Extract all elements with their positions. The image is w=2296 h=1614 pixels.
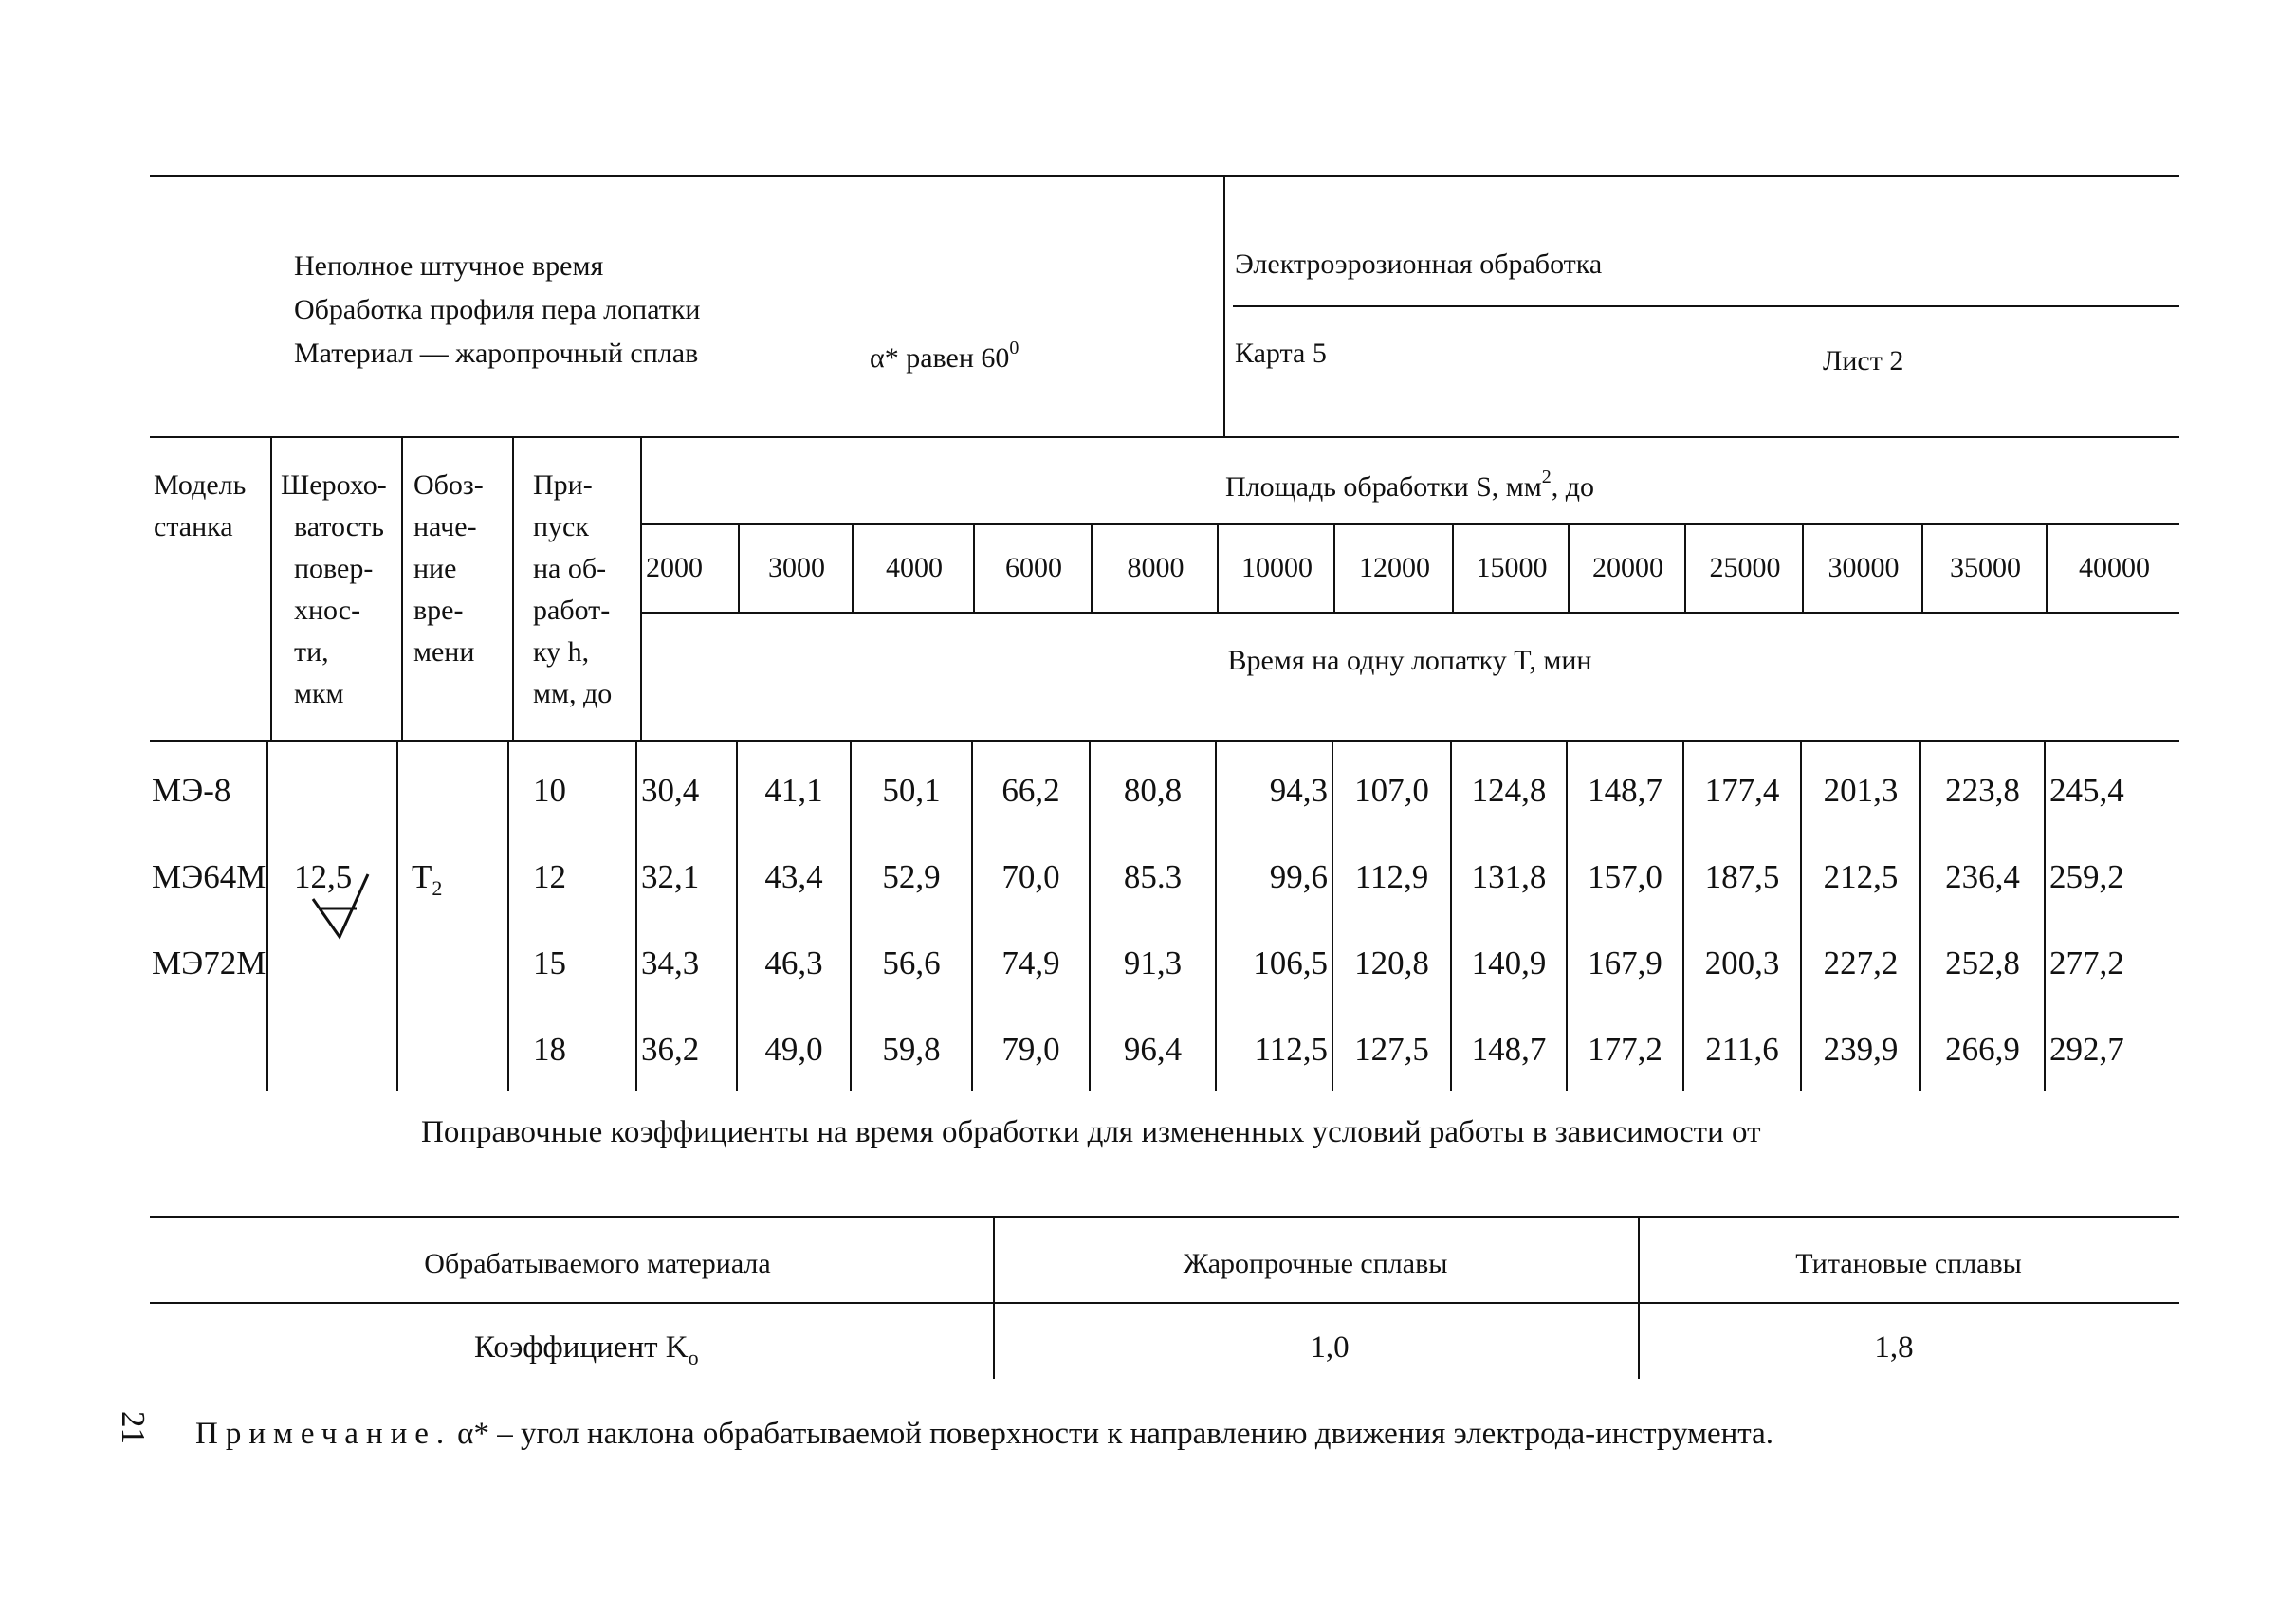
time-cell: 91,3 — [1123, 945, 1183, 981]
time-cell: 266,9 — [1945, 1031, 2020, 1068]
area-col-header: 8000 — [1127, 552, 1185, 583]
time-cell: 259,2 — [2049, 858, 2124, 895]
allowance-value: 18 — [533, 1031, 566, 1068]
time-cell: 239,9 — [1823, 1031, 1899, 1068]
area-col-header: 15000 — [1476, 552, 1548, 583]
time-cell: 211,6 — [1705, 1031, 1779, 1068]
time-cell: 167,9 — [1588, 945, 1662, 981]
time-cell: 227,2 — [1823, 945, 1899, 981]
sheet-number: Лист 2 — [1823, 345, 1904, 376]
col-header-designation: Обоз- наче- ние вре- мени — [413, 469, 484, 668]
note — [195, 1417, 1773, 1452]
allowance-value: 10 — [533, 772, 566, 809]
area-col-header: 2000 — [646, 552, 703, 583]
area-col-header: 35000 — [1950, 552, 2021, 583]
time-cell: 148,7 — [1588, 772, 1662, 809]
time-cell: 79,0 — [1001, 1031, 1060, 1068]
time-cell: 96,4 — [1123, 1031, 1183, 1068]
col-header-roughness: Шерохо- ватость повер- хнос- ти, мкм — [281, 469, 387, 709]
area-col-header: 25000 — [1709, 552, 1781, 583]
time-cell: 127,5 — [1354, 1031, 1429, 1068]
time-cell: 107,0 — [1354, 772, 1429, 809]
time-cell: 124,8 — [1471, 772, 1547, 809]
time-cell: 277,2 — [2049, 945, 2124, 981]
designation-value: $T_2$ — [412, 858, 443, 900]
time-cell: 140,9 — [1471, 945, 1547, 981]
time-cell: 85.3 — [1123, 858, 1183, 895]
time-cell: 148,7 — [1471, 1031, 1547, 1068]
time-cell: 56,6 — [882, 945, 941, 981]
area-col-header: 40000 — [2079, 552, 2150, 583]
time-cell: 36,2 — [641, 1031, 700, 1068]
correction-title: Поправочные коэффициенты на время обработки для измененных условий работы в зависимости от — [421, 1115, 1761, 1149]
col-header-model: Модель станка — [154, 469, 247, 542]
time-cell: 223,8 — [1945, 772, 2020, 809]
area-col-header: 10000 — [1241, 552, 1313, 583]
area-col-header: 30000 — [1828, 552, 1900, 583]
time-cell: 252,8 — [1945, 945, 2020, 981]
area-col-header: 3000 — [768, 552, 825, 583]
header-line-3: Материал — жаропрочный сплав — [294, 338, 699, 369]
time-cell: 201,3 — [1823, 772, 1899, 809]
time-cell: 131,8 — [1471, 858, 1547, 895]
time-cell: 59,8 — [882, 1031, 941, 1068]
correction-value-heat-resistant: 1,0 — [1310, 1330, 1350, 1365]
col-header-allowance: При- пуск на об- работ- ку h, мм, до — [533, 469, 613, 709]
time-cell: 50,1 — [882, 772, 941, 809]
allowance-value: 12 — [533, 858, 566, 895]
time-cell: 120,8 — [1354, 945, 1429, 981]
time-cell: 70,0 — [1001, 858, 1060, 895]
time-cell: 49,0 — [764, 1031, 823, 1068]
time-cell: 112,5 — [1254, 1031, 1328, 1068]
time-cell: 66,2 — [1001, 772, 1060, 809]
time-cell: 157,0 — [1588, 858, 1662, 895]
model-1: МЭ-8 — [152, 772, 231, 809]
time-cell: 94,3 — [1269, 772, 1328, 809]
time-cell: 245,4 — [2049, 772, 2124, 809]
allowance-value: 15 — [533, 945, 566, 981]
time-header: Время на одну лопатку T, мин — [1227, 645, 1592, 676]
note-text: α* – угол наклона обрабатываемой поверхности к направлению движения электрода-инструмента. — [457, 1417, 1773, 1451]
correction-row-label: Коэффициент $K_о$ — [474, 1330, 699, 1369]
time-cell: 52,9 — [882, 858, 941, 895]
correction-header-titanium: Титановые сплавы — [1795, 1248, 2022, 1279]
time-cell: 34,3 — [641, 945, 700, 981]
card-number: Карта 5 — [1235, 338, 1327, 369]
time-cell: 106,5 — [1253, 945, 1328, 981]
area-col-header: 20000 — [1592, 552, 1663, 583]
time-cell: 41,1 — [764, 772, 823, 809]
model-3: МЭ72М — [152, 945, 266, 981]
correction-header-heat-resistant: Жаропрочные сплавы — [1183, 1248, 1448, 1279]
model-2: МЭ64М — [152, 858, 266, 895]
time-cell: 177,4 — [1704, 772, 1780, 809]
note-label: Примечание. — [195, 1417, 452, 1451]
header-line-1: Неполное штучное время — [294, 250, 604, 282]
area-col-header: 12000 — [1359, 552, 1430, 583]
time-cell: 74,9 — [1001, 945, 1060, 981]
time-cell: 177,2 — [1588, 1031, 1662, 1068]
area-col-header: 4000 — [886, 552, 943, 583]
time-cell: 187,5 — [1704, 858, 1780, 895]
time-cell: 292,7 — [2049, 1031, 2124, 1068]
time-cell: 80,8 — [1123, 772, 1183, 809]
time-cell: 236,4 — [1945, 858, 2020, 895]
header-line-2: Обработка профиля пера лопатки — [294, 294, 701, 325]
roughness-value: 12,5 — [294, 858, 353, 895]
time-cell: 30,4 — [641, 772, 700, 809]
time-cell: 200,3 — [1704, 945, 1780, 981]
right-title: Электроэрозионная обработка — [1235, 248, 1603, 280]
time-cell: 112,9 — [1354, 858, 1429, 895]
time-cell: 32,1 — [641, 858, 700, 895]
area-col-header: 6000 — [1005, 552, 1062, 583]
time-cell: 46,3 — [764, 945, 823, 981]
time-cell: 99,6 — [1269, 858, 1328, 895]
correction-header-material: Обрабатываемого материала — [424, 1248, 771, 1279]
area-header: Площадь обработки S, $мм^2$, до — [1224, 467, 1595, 503]
roughness-sign-icon — [309, 871, 376, 946]
page-number: 21 — [115, 1411, 152, 1444]
alpha-angle: α* равен $60^0$ — [870, 338, 1019, 374]
time-cell: 43,4 — [764, 858, 823, 895]
correction-value-titanium: 1,8 — [1874, 1330, 1914, 1365]
time-cell: 212,5 — [1823, 858, 1899, 895]
